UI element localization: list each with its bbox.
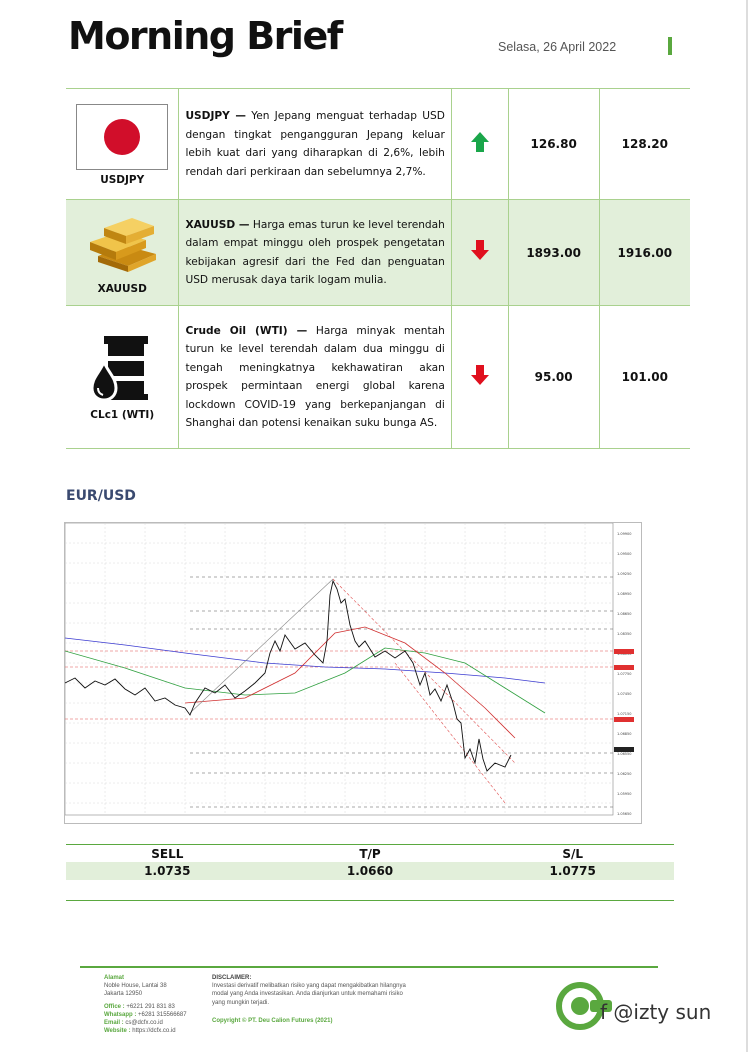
address-line: Jakarta 12950 [104, 991, 143, 998]
asset-description [179, 306, 451, 449]
asset-row-usdjpy [66, 89, 690, 200]
disclaimer-text: Investasi derivatif melibatkan risiko yang dapat mengakibatkan hilangnya modal yang Anda investasikan. Anda dianjurkan untuk memahami risiko yang mungkin terjadi. [212, 983, 406, 1006]
svg-text:1.06550: 1.06550 [617, 752, 632, 756]
footer-disclaimer [212, 974, 412, 1025]
asset-row-wti [66, 306, 690, 449]
footer-contact [104, 974, 187, 1035]
svg-text:1.06850: 1.06850 [617, 732, 632, 736]
asset-icon-cell [66, 306, 179, 449]
date-accent-bar [668, 37, 672, 55]
asset-value-2: 1916.00 [599, 200, 690, 306]
signal-header-tp: T/P [359, 846, 381, 861]
assets-table [66, 88, 690, 449]
asset-value-1: 95.00 [508, 306, 599, 449]
asset-icon-cell [66, 89, 179, 200]
watermark-text: f @izty sun [600, 1000, 712, 1024]
svg-text:1.08350: 1.08350 [617, 632, 632, 636]
asset-desc-text: Harga emas turun ke level terendah dalam empat minggu oleh prospek pengetatan kebijakan agresif dari the Fed dan penguatan USD merusak daya tarik logam mulia. [185, 218, 445, 286]
svg-text:1.07750: 1.07750 [617, 672, 632, 676]
address-heading: Alamat [104, 975, 125, 981]
arrow-cell [451, 89, 508, 200]
svg-text:1.07450: 1.07450 [617, 692, 632, 696]
japan-flag-icon [76, 104, 168, 170]
gold-bars-icon [82, 212, 162, 274]
asset-description [179, 89, 451, 200]
svg-text:1.08650: 1.08650 [617, 612, 632, 616]
asset-symbol: CLc1 (WTI) [90, 408, 155, 421]
chart-title: EUR/USD [66, 488, 136, 504]
email-line: Email : cs@dcfx.co.id [104, 1020, 163, 1027]
signal-header-row [66, 844, 674, 862]
footer [80, 960, 690, 1054]
svg-text:1.09500: 1.09500 [617, 552, 632, 556]
asset-value-2: 128.20 [599, 89, 690, 200]
asset-desc-text: Yen Jepang menguat terhadap USD dengan tingkat pengangguran Jepang keluar lebih kuat dari yang diharapkan di 2,6%, lebih rendah dari perkiraan dan sebelumnya 2,7%. [185, 110, 445, 178]
asset-description [179, 200, 451, 306]
website-line: Website : https://dcfx.co.id [104, 1028, 176, 1035]
svg-text:1.09250: 1.09250 [617, 572, 632, 576]
price-chart-graphic [65, 523, 641, 823]
office-line: Office : +6221 291 831 83 [104, 1003, 175, 1010]
signal-table [66, 844, 674, 880]
asset-value-1: 1893.00 [508, 200, 599, 306]
asset-value-2: 101.00 [599, 306, 690, 449]
asset-desc-text: Harga minyak mentah turun ke level terendah dalam dua minggu di tengah meningkatnya kekhawatiran akan prospek permintaan energi global karena lockdown COVID-19 yang berkepanjangan di Shanghai dan potensi kenaikan suku bunga AS. [185, 324, 445, 429]
svg-text:1.09900: 1.09900 [617, 532, 632, 536]
asset-desc-symbol: USDJPY — [185, 110, 246, 122]
arrow-down-icon [471, 365, 489, 385]
signal-divider [66, 900, 674, 901]
signal-header-sell: SELL [151, 846, 184, 861]
eurusd-chart-image [64, 522, 642, 824]
copyright-text: Copyright © PT. Deu Calion Futures (2021) [212, 1017, 333, 1024]
arrow-cell [451, 306, 508, 449]
asset-row-xauusd [66, 200, 690, 306]
arrow-cell [451, 200, 508, 306]
signal-value-row [66, 862, 674, 880]
signal-value-sl: 1.0775 [549, 864, 596, 878]
asset-desc-symbol: Crude Oil (WTI) — [185, 324, 308, 337]
svg-text:1.05950: 1.05950 [617, 792, 632, 796]
asset-symbol: XAUUSD [97, 283, 147, 295]
whatsapp-line: Whatsapp : +6281 315566687 [104, 1011, 187, 1018]
footer-divider [80, 966, 658, 968]
signal-value-sell: 1.0735 [144, 864, 191, 878]
page-title: Morning Brief [68, 14, 342, 58]
oil-barrel-icon [90, 336, 154, 400]
report-date: Selasa, 26 April 2022 [498, 40, 617, 54]
asset-icon-cell [66, 200, 179, 306]
asset-value-1: 126.80 [508, 89, 599, 200]
arrow-up-icon [471, 132, 489, 152]
svg-text:1.08950: 1.08950 [617, 592, 632, 596]
svg-text:1.06250: 1.06250 [617, 772, 632, 776]
signal-value-tp: 1.0660 [346, 864, 394, 878]
svg-text:1.07150: 1.07150 [617, 712, 632, 716]
disclaimer-heading: DISCLAIMER: [212, 975, 252, 981]
asset-symbol: USDJPY [100, 174, 145, 186]
asset-desc-symbol: XAUUSD — [185, 218, 250, 231]
address-line: Noble House, Lantai 38 [104, 983, 167, 990]
svg-text:1.05650: 1.05650 [617, 812, 632, 816]
arrow-down-icon [471, 240, 489, 260]
signal-header-sl: S/L [562, 846, 584, 861]
